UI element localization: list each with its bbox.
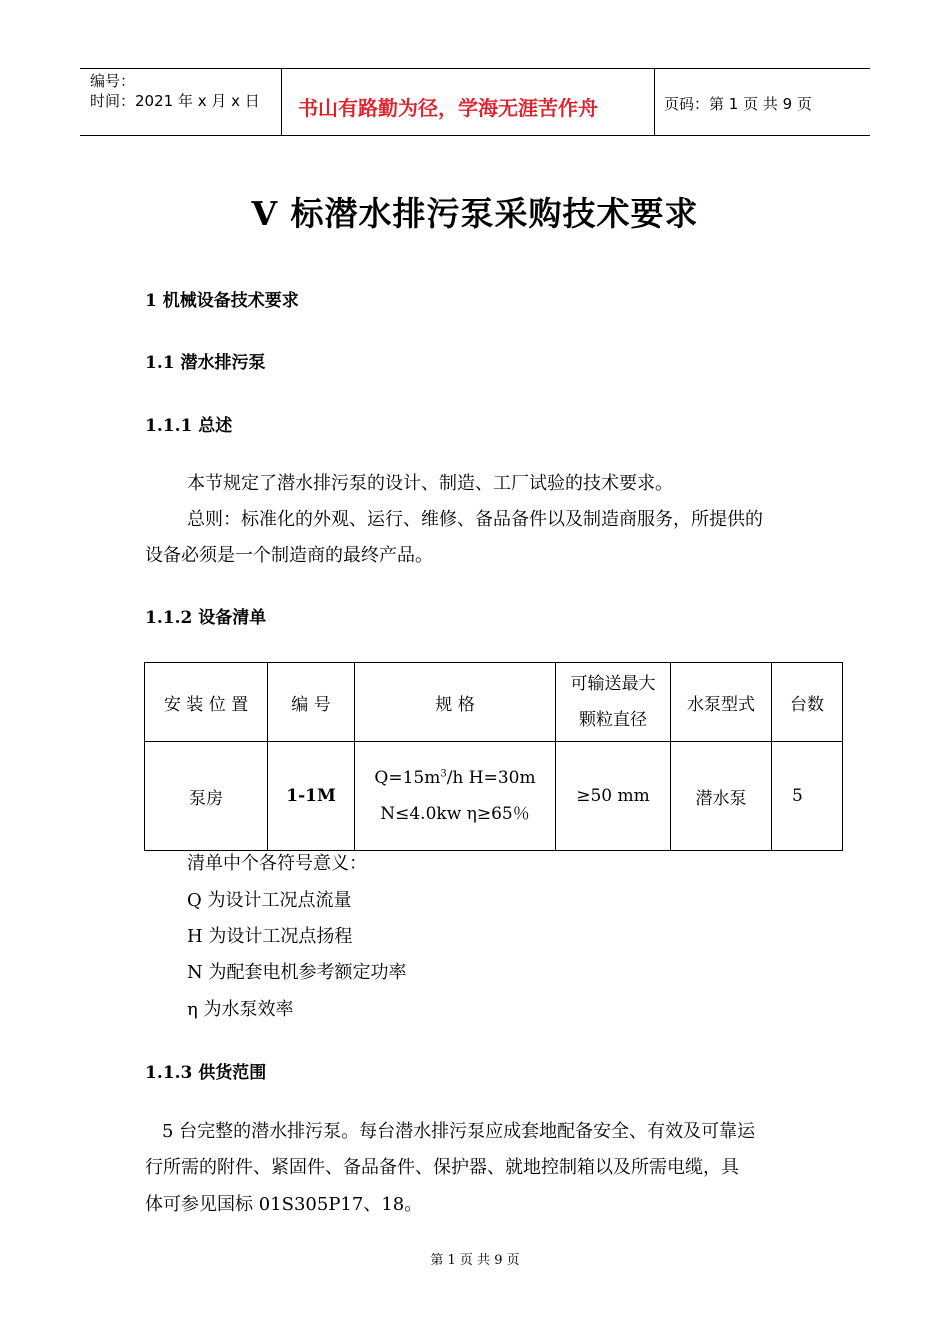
header-top-rule: [80, 68, 870, 69]
header-cell-spec: 规 格: [355, 663, 556, 742]
table-row: [145, 742, 843, 851]
section-heading-1-1-2: 1.1.2 设备清单: [145, 608, 267, 628]
cell-pump-type: 潜水泵: [671, 742, 772, 851]
cell-count: 5: [772, 742, 843, 851]
overview-paragraph-2-line-1: 总则：标准化的外观、运行、维修、备品备件以及制造商服务，所提供的: [187, 509, 763, 530]
legend-n: N 为配套电机参考额定功率: [187, 962, 407, 983]
page-footer: 第 1 页 共 9 页: [430, 1253, 520, 1268]
header-cell-pump-type: 水泵型式: [671, 663, 772, 742]
equipment-table: [144, 662, 843, 851]
overview-paragraph-1: 本节规定了潜水排污泵的设计、制造、工厂试验的技术要求。: [187, 473, 673, 494]
overview-paragraph-2-line-2: 设备必须是一个制造商的最终产品。: [145, 545, 433, 566]
legend-q: Q 为设计工况点流量: [187, 890, 352, 911]
page-title: V 标潜水排污泵采购技术要求: [251, 194, 699, 233]
spec-line-2: N≤4.0kw η≥65％: [380, 804, 530, 824]
header-particle-line-1: 可输送最大: [570, 674, 656, 694]
section-heading-1-1-1: 1.1.1 总述: [145, 416, 233, 436]
supply-line-2: 行所需的附件、紧固件、备品备件、保护器、就地控制箱以及所需电缆，具: [145, 1157, 739, 1178]
spec-q-rest: /h H=30m: [446, 768, 536, 788]
section-heading-1-1: 1.1 潜水排污泵: [145, 353, 266, 373]
legend-eta: η 为水泵效率: [187, 999, 294, 1020]
section-heading-1: 1 机械设备技术要求: [145, 291, 299, 311]
header-page-info: 页码：第 1 页 共 9 页: [664, 95, 812, 113]
cell-spec: [355, 742, 556, 851]
legend-h: H 为设计工况点扬程: [187, 926, 353, 947]
header-cell-code: 编 号: [268, 663, 355, 742]
header-time-label: 时间：2021 年 x 月 x 日: [90, 92, 260, 110]
header-number-label: 编号：: [90, 72, 136, 90]
header-cell-count: 台数: [772, 663, 843, 742]
cell-location: 泵房: [145, 742, 268, 851]
header-divider-right: [654, 68, 655, 135]
spec-q-superscript: 3: [440, 768, 447, 780]
table-header-row: [145, 663, 843, 742]
supply-line-3: 体可参见国标 01S305P17、18。: [145, 1194, 423, 1215]
spec-line-1: [355, 760, 555, 796]
header-bottom-rule: [80, 135, 870, 136]
header-cell-location: 安 装 位 置: [145, 663, 268, 742]
spec-q: Q=15m: [374, 768, 441, 788]
cell-particle: ≥50 mm: [556, 742, 671, 851]
header-divider-left: [281, 68, 282, 135]
supply-line-1: 5 台完整的潜水排污泵。每台潜水排污泵应成套地配备安全、有效及可靠运: [162, 1121, 756, 1142]
header-motto: 书山有路勤为径，学海无涯苦作舟: [298, 96, 598, 120]
section-heading-1-1-3: 1.1.3 供货范围: [145, 1063, 267, 1083]
header-cell-particle: [556, 663, 671, 742]
header-particle-line-2: 颗粒直径: [579, 710, 647, 730]
cell-code: 1-1M: [268, 742, 355, 851]
legend-intro: 清单中个各符号意义：: [187, 853, 367, 874]
